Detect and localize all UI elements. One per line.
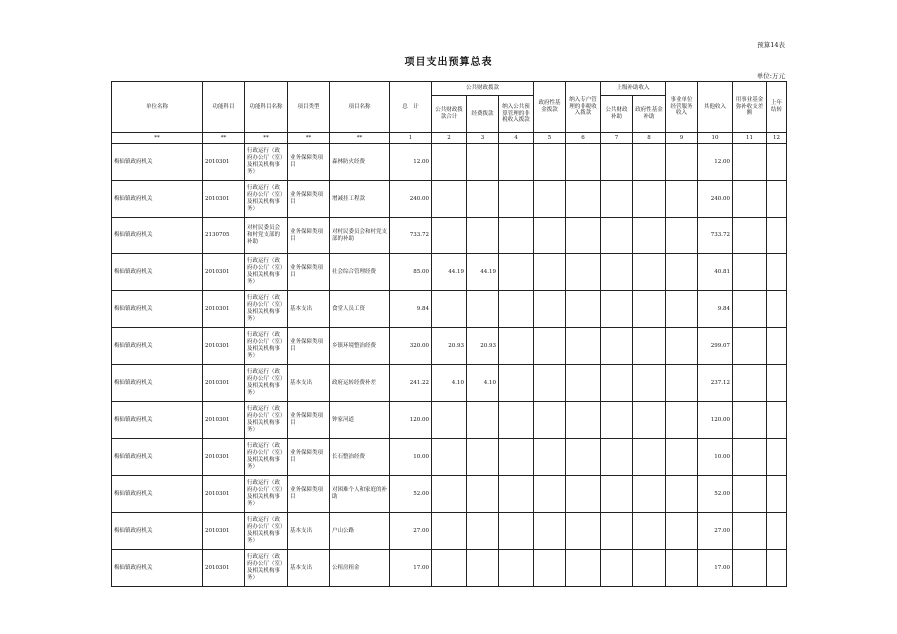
cell-us-public (601, 402, 633, 439)
cell-reserve-fund (733, 550, 767, 587)
cell-reserve-fund (733, 439, 767, 476)
cell-proj-type: 业务保障类项目 (288, 181, 330, 218)
cell-total: 12.00 (390, 144, 432, 181)
cell-func-name: 对村民委员会和村党支部的补助 (245, 218, 288, 254)
cell-unit: 梅仙镇政府机关 (112, 476, 203, 513)
cell-other-income: 17.00 (698, 550, 733, 587)
cell-reserve-fund (733, 218, 767, 254)
table-row (112, 513, 787, 550)
cell-carryover (767, 181, 787, 218)
cell-func-name: 行政运行（政府办公厅（室）及相关机构事务） (245, 328, 288, 365)
header-unit-name: 单位名称 (112, 82, 203, 133)
header-proj-type: 项目类型 (288, 82, 330, 133)
cell-pf-budget-mgmt (499, 513, 534, 550)
cell-proj-name: 公租房租金 (330, 550, 390, 587)
cell-proj-name: 增减挂工程款 (330, 181, 390, 218)
cell-us-public (601, 328, 633, 365)
cell-special-fund (566, 476, 601, 513)
index-cell: 12 (767, 133, 787, 144)
cell-us-gov-fund (633, 291, 666, 328)
cell-unit: 梅仙镇政府机关 (112, 439, 203, 476)
cell-carryover (767, 476, 787, 513)
cell-carryover (767, 513, 787, 550)
cell-other-income: 240.00 (698, 181, 733, 218)
header-total: 总 计 (390, 82, 432, 133)
cell-biz-service (666, 291, 698, 328)
cell-us-gov-fund (633, 402, 666, 439)
cell-pf-funding: 4.10 (467, 365, 499, 402)
cell-proj-type: 业务保障类项目 (288, 218, 330, 254)
cell-total: 27.00 (390, 513, 432, 550)
cell-special-fund (566, 218, 601, 254)
header-pf-total: 公共财政拨款合计 (432, 96, 467, 133)
cell-reserve-fund (733, 254, 767, 291)
sheet-number: 预算14表 (757, 41, 785, 49)
cell-other-income: 27.00 (698, 513, 733, 550)
cell-pf-total (432, 476, 467, 513)
unit-label: 单位:万元 (756, 72, 785, 80)
cell-us-gov-fund (633, 144, 666, 181)
cell-special-fund (566, 181, 601, 218)
cell-carryover (767, 365, 787, 402)
index-cell: 4 (499, 133, 534, 144)
cell-gov-fund (534, 254, 566, 291)
cell-func-name: 行政运行（政府办公厅（室）及相关机构事务） (245, 254, 288, 291)
index-cell: 9 (666, 133, 698, 144)
cell-pf-total (432, 513, 467, 550)
cell-total: 17.00 (390, 550, 432, 587)
cell-pf-total (432, 218, 467, 254)
cell-total: 240.00 (390, 181, 432, 218)
cell-pf-total (432, 402, 467, 439)
cell-other-income: 12.00 (698, 144, 733, 181)
cell-pf-funding (467, 513, 499, 550)
table-row (112, 181, 787, 218)
cell-proj-name: 钟家河道 (330, 402, 390, 439)
cell-gov-fund (534, 365, 566, 402)
cell-func-code: 2010301 (203, 328, 245, 365)
cell-pf-budget-mgmt (499, 476, 534, 513)
cell-pf-funding (467, 402, 499, 439)
cell-special-fund (566, 439, 601, 476)
header-biz-service: 事业单位经营服务收入 (666, 82, 698, 133)
index-cell: 3 (467, 133, 499, 144)
cell-us-gov-fund (633, 328, 666, 365)
cell-carryover (767, 328, 787, 365)
cell-biz-service (666, 513, 698, 550)
cell-special-fund (566, 291, 601, 328)
cell-us-public (601, 550, 633, 587)
cell-total: 241.22 (390, 365, 432, 402)
table-row (112, 402, 787, 439)
cell-gov-fund (534, 328, 566, 365)
cell-carryover (767, 550, 787, 587)
cell-special-fund (566, 254, 601, 291)
cell-carryover (767, 291, 787, 328)
table-row (112, 291, 787, 328)
cell-us-public (601, 365, 633, 402)
cell-biz-service (666, 476, 698, 513)
cell-biz-service (666, 439, 698, 476)
index-row (112, 133, 787, 144)
cell-pf-total (432, 291, 467, 328)
cell-pf-budget-mgmt (499, 181, 534, 218)
cell-pf-funding: 44.19 (467, 254, 499, 291)
table-row (112, 144, 787, 181)
cell-pf-funding: 20.93 (467, 328, 499, 365)
table-row (112, 476, 787, 513)
cell-pf-funding (467, 181, 499, 218)
cell-us-gov-fund (633, 476, 666, 513)
index-cell: 1 (390, 133, 432, 144)
index-cell: 2 (432, 133, 467, 144)
cell-func-name: 行政运行（政府办公厅（室）及相关机构事务） (245, 365, 288, 402)
cell-proj-name: 森林防火经费 (330, 144, 390, 181)
cell-us-gov-fund (633, 181, 666, 218)
cell-func-code: 2010301 (203, 254, 245, 291)
cell-func-code: 2010301 (203, 365, 245, 402)
header-us-gov-fund: 政府性基金补助 (633, 96, 666, 133)
header-func-code: 功能科目 (203, 82, 245, 133)
cell-total: 85.00 (390, 254, 432, 291)
cell-total: 52.00 (390, 476, 432, 513)
cell-func-code: 2010301 (203, 550, 245, 587)
cell-other-income: 299.07 (698, 328, 733, 365)
cell-biz-service (666, 218, 698, 254)
cell-special-fund (566, 144, 601, 181)
cell-unit: 梅仙镇政府机关 (112, 513, 203, 550)
cell-other-income: 733.72 (698, 218, 733, 254)
table-row (112, 218, 787, 254)
cell-carryover (767, 144, 787, 181)
cell-unit: 梅仙镇政府机关 (112, 291, 203, 328)
cell-biz-service (666, 144, 698, 181)
cell-total: 9.84 (390, 291, 432, 328)
cell-pf-funding (467, 144, 499, 181)
cell-biz-service (666, 181, 698, 218)
cell-special-fund (566, 513, 601, 550)
cell-gov-fund (534, 144, 566, 181)
cell-us-public (601, 439, 633, 476)
cell-proj-name: 社会综合管理经费 (330, 254, 390, 291)
cell-us-gov-fund (633, 254, 666, 291)
table-row (112, 254, 787, 291)
cell-proj-type: 业务保障类项目 (288, 144, 330, 181)
cell-other-income: 120.00 (698, 402, 733, 439)
page-title: 项目支出预算总表 (404, 57, 493, 68)
table-row (112, 328, 787, 365)
cell-reserve-fund (733, 181, 767, 218)
cell-biz-service (666, 254, 698, 291)
cell-pf-funding (467, 218, 499, 254)
cell-pf-total (432, 550, 467, 587)
header-public-finance: 公共财政拨款 (432, 82, 534, 96)
cell-total: 120.00 (390, 402, 432, 439)
cell-reserve-fund (733, 291, 767, 328)
cell-gov-fund (534, 513, 566, 550)
cell-proj-type: 基本支出 (288, 513, 330, 550)
budget-table (111, 81, 787, 587)
cell-proj-name: 政府运转经费补差 (330, 365, 390, 402)
header-other-income: 其他收入 (698, 82, 733, 133)
index-cell: ** (112, 133, 203, 144)
cell-pf-total: 44.19 (432, 254, 467, 291)
cell-us-public (601, 291, 633, 328)
cell-func-name: 行政运行（政府办公厅（室）及相关机构事务） (245, 402, 288, 439)
cell-gov-fund (534, 550, 566, 587)
cell-func-code: 2010301 (203, 291, 245, 328)
cell-pf-funding (467, 439, 499, 476)
index-cell: ** (245, 133, 288, 144)
cell-pf-budget-mgmt (499, 439, 534, 476)
cell-us-public (601, 144, 633, 181)
cell-proj-name: 对村民委员会和村党支部的补助 (330, 218, 390, 254)
cell-proj-type: 业务保障类项目 (288, 328, 330, 365)
cell-gov-fund (534, 402, 566, 439)
header-proj-name: 项目名称 (330, 82, 390, 133)
cell-us-gov-fund (633, 513, 666, 550)
header-reserve-fund: 用事业基金弥补收支差额 (733, 82, 767, 133)
cell-proj-name: 户山公路 (330, 513, 390, 550)
cell-func-name: 行政运行（政府办公厅（室）及相关机构事务） (245, 439, 288, 476)
cell-pf-funding (467, 550, 499, 587)
cell-us-gov-fund (633, 218, 666, 254)
header-pf-budget-mgmt: 纳入公共预算管理的非税收入拨款 (499, 96, 534, 133)
cell-carryover (767, 254, 787, 291)
index-cell: 8 (633, 133, 666, 144)
cell-gov-fund (534, 291, 566, 328)
cell-other-income: 52.00 (698, 476, 733, 513)
cell-other-income: 40.81 (698, 254, 733, 291)
cell-special-fund (566, 365, 601, 402)
cell-reserve-fund (733, 328, 767, 365)
cell-proj-name: 食堂人员工资 (330, 291, 390, 328)
table-row (112, 550, 787, 587)
cell-us-public (601, 476, 633, 513)
cell-other-income: 9.84 (698, 291, 733, 328)
cell-proj-type: 基本支出 (288, 550, 330, 587)
cell-unit: 梅仙镇政府机关 (112, 254, 203, 291)
header-gov-fund: 政府性基金拨款 (534, 82, 566, 133)
cell-pf-budget-mgmt (499, 328, 534, 365)
cell-pf-budget-mgmt (499, 254, 534, 291)
header-func-name: 功能科目名称 (245, 82, 288, 133)
header-special-fund: 纳入专户管理的非税收入拨款 (566, 82, 601, 133)
table-row (112, 365, 787, 402)
cell-us-gov-fund (633, 550, 666, 587)
cell-special-fund (566, 328, 601, 365)
cell-biz-service (666, 550, 698, 587)
cell-pf-total (432, 144, 467, 181)
cell-carryover (767, 218, 787, 254)
cell-pf-budget-mgmt (499, 218, 534, 254)
cell-reserve-fund (733, 476, 767, 513)
index-cell: ** (288, 133, 330, 144)
cell-func-code: 2010301 (203, 476, 245, 513)
cell-func-name: 行政运行（政府办公厅（室）及相关机构事务） (245, 144, 288, 181)
cell-unit: 梅仙镇政府机关 (112, 144, 203, 181)
cell-reserve-fund (733, 144, 767, 181)
index-cell: 10 (698, 133, 733, 144)
cell-biz-service (666, 402, 698, 439)
cell-func-code: 2010301 (203, 513, 245, 550)
cell-unit: 梅仙镇政府机关 (112, 328, 203, 365)
cell-other-income: 10.00 (698, 439, 733, 476)
cell-func-code: 2010301 (203, 439, 245, 476)
cell-func-name: 行政运行（政府办公厅（室）及相关机构事务） (245, 550, 288, 587)
cell-gov-fund (534, 181, 566, 218)
cell-proj-type: 业务保障类项目 (288, 476, 330, 513)
cell-carryover (767, 402, 787, 439)
cell-gov-fund (534, 439, 566, 476)
cell-us-public (601, 218, 633, 254)
index-cell: ** (203, 133, 245, 144)
cell-unit: 梅仙镇政府机关 (112, 181, 203, 218)
cell-unit: 梅仙镇政府机关 (112, 365, 203, 402)
cell-special-fund (566, 402, 601, 439)
cell-pf-budget-mgmt (499, 365, 534, 402)
cell-proj-type: 业务保障类项目 (288, 402, 330, 439)
cell-us-gov-fund (633, 365, 666, 402)
cell-reserve-fund (733, 402, 767, 439)
cell-biz-service (666, 328, 698, 365)
cell-us-public (601, 254, 633, 291)
index-cell: 11 (733, 133, 767, 144)
cell-func-name: 行政运行（政府办公厅（室）及相关机构事务） (245, 291, 288, 328)
cell-proj-type: 基本支出 (288, 365, 330, 402)
cell-proj-type: 业务保障类项目 (288, 439, 330, 476)
header-upper-subsidy: 上级补助收入 (601, 82, 666, 96)
table-row (112, 439, 787, 476)
index-cell: ** (330, 133, 390, 144)
cell-us-gov-fund (633, 439, 666, 476)
index-cell: 5 (534, 133, 566, 144)
cell-func-code: 2010301 (203, 402, 245, 439)
cell-proj-name: 乡镇环境整治经费 (330, 328, 390, 365)
cell-pf-budget-mgmt (499, 291, 534, 328)
cell-proj-name: 对困难个人和家庭的补助 (330, 476, 390, 513)
cell-func-name: 行政运行（政府办公厅（室）及相关机构事务） (245, 476, 288, 513)
cell-pf-budget-mgmt (499, 144, 534, 181)
index-cell: 6 (566, 133, 601, 144)
cell-unit: 梅仙镇政府机关 (112, 550, 203, 587)
cell-gov-fund (534, 476, 566, 513)
cell-pf-total: 4.10 (432, 365, 467, 402)
cell-func-name: 行政运行（政府办公厅（室）及相关机构事务） (245, 181, 288, 218)
cell-biz-service (666, 365, 698, 402)
cell-us-public (601, 181, 633, 218)
cell-pf-funding (467, 291, 499, 328)
header-carryover: 上年结转 (767, 82, 787, 133)
header-us-public: 公共财政补助 (601, 96, 633, 133)
cell-func-code: 2010301 (203, 144, 245, 181)
cell-special-fund (566, 550, 601, 587)
cell-other-income: 237.12 (698, 365, 733, 402)
cell-proj-name: 长石整治经费 (330, 439, 390, 476)
cell-pf-total (432, 181, 467, 218)
cell-pf-budget-mgmt (499, 550, 534, 587)
cell-pf-total (432, 439, 467, 476)
cell-pf-total: 20.93 (432, 328, 467, 365)
cell-pf-budget-mgmt (499, 402, 534, 439)
cell-carryover (767, 439, 787, 476)
cell-reserve-fund (733, 365, 767, 402)
cell-total: 320.00 (390, 328, 432, 365)
cell-func-name: 行政运行（政府办公厅（室）及相关机构事务） (245, 513, 288, 550)
cell-func-code: 2130705 (203, 218, 245, 254)
cell-total: 10.00 (390, 439, 432, 476)
header-pf-funding: 经费拨款 (467, 96, 499, 133)
cell-func-code: 2010301 (203, 181, 245, 218)
cell-pf-funding (467, 476, 499, 513)
cell-unit: 梅仙镇政府机关 (112, 218, 203, 254)
cell-total: 733.72 (390, 218, 432, 254)
cell-gov-fund (534, 218, 566, 254)
cell-us-public (601, 513, 633, 550)
index-cell: 7 (601, 133, 633, 144)
cell-proj-type: 基本支出 (288, 291, 330, 328)
cell-reserve-fund (733, 513, 767, 550)
cell-unit: 梅仙镇政府机关 (112, 402, 203, 439)
cell-proj-type: 业务保障类项目 (288, 254, 330, 291)
